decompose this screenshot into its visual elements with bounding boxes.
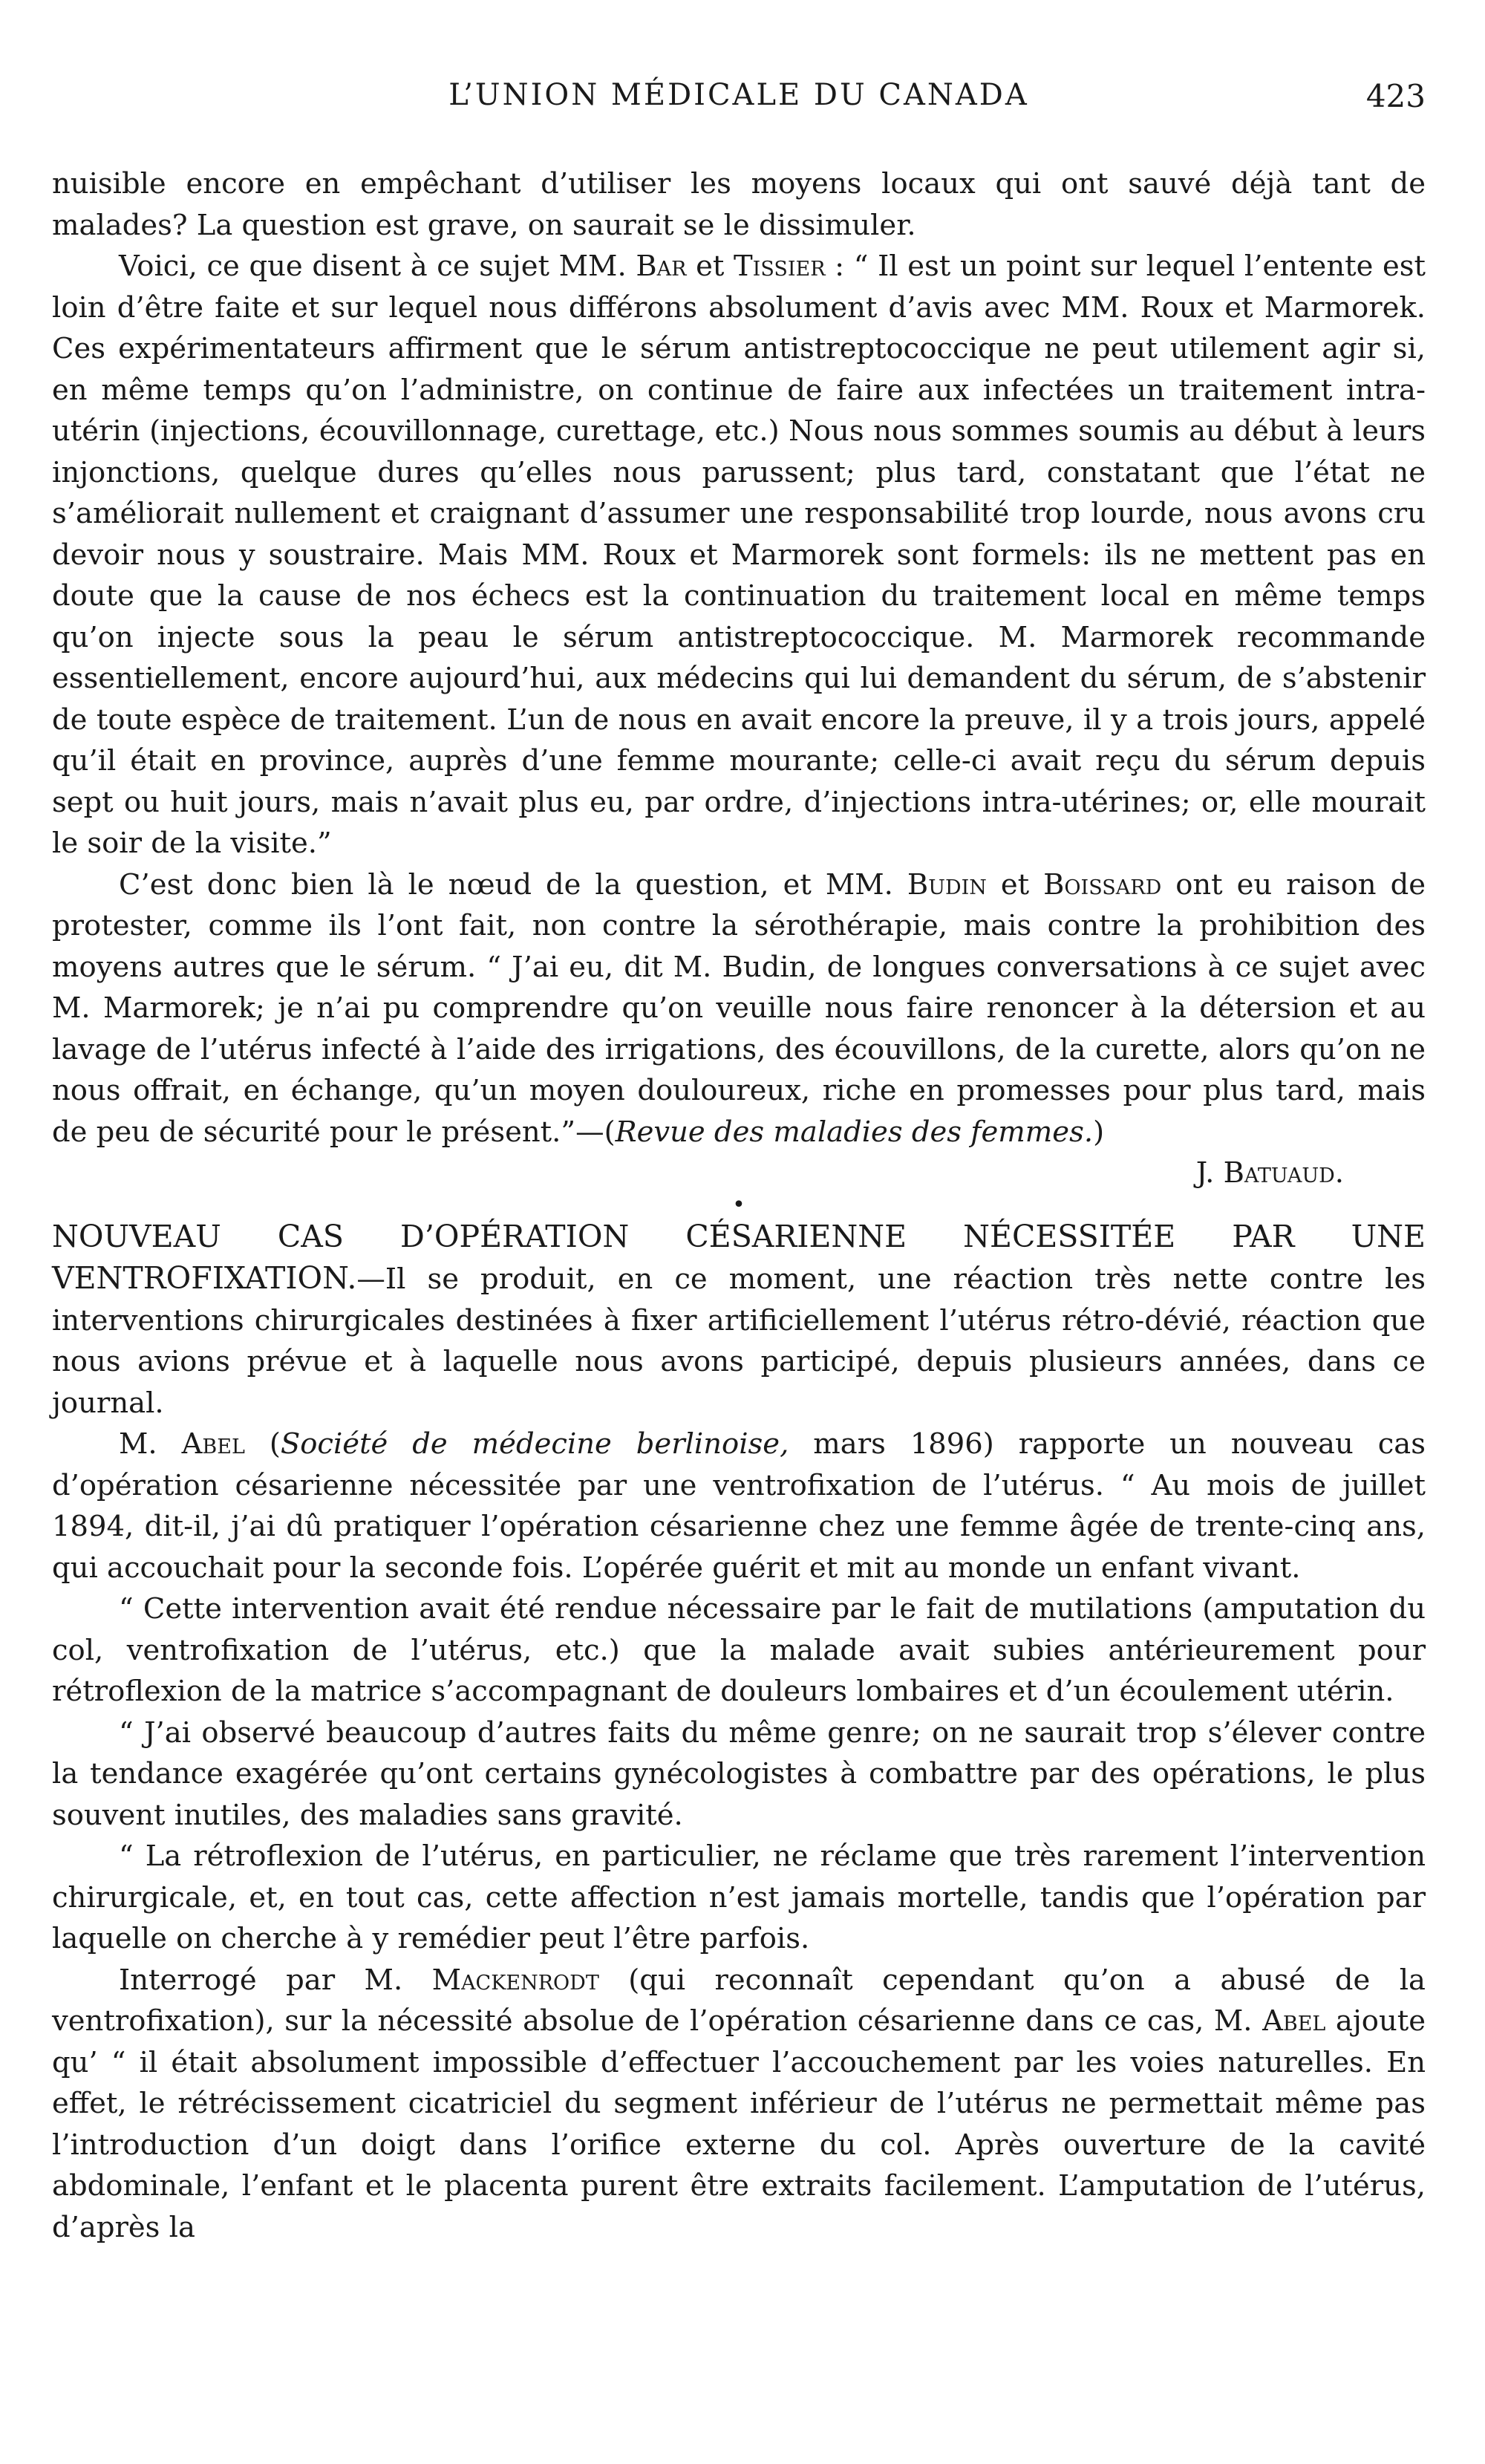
author-name: Bar [636,250,687,283]
paragraph-abel-report [52,1424,1426,1588]
paragraph-quote-retroflexion: “ La rétroflexion de l’utérus, en particulier, ne réclame que très rarement l’intervention chirurgicale, et, en tout cas, cette affection n’est jamais mortelle, tandis que l’opération par laquelle on cherche à y remédier peut l’être parfois. [52,1839,1426,1955]
paragraph-mackenrodt [52,1960,1426,2249]
source-citation: Société de médecine berlinoise, [280,1427,789,1461]
paragraph-quote-intervention: “ Cette intervention avait été rendue nécessaire par le fait de mutilations (amputation du col, ventrofixation de l’utérus, etc.) que la malade avait subies antérieurement pour rétroflexion de la matrice s’accompagnant de douleurs lombaires et d’un écoulement utérin. [52,1592,1426,1708]
text-span: C’est donc bien là le nœud de la question, et MM. [119,867,907,902]
author-name: Tissier [733,250,826,283]
author-name: Abel [181,1427,245,1461]
text-span: —Il se produit, en ce moment, une réaction très nette contre les interventions chirurgicales destinées à fixer artificiellement l’utérus rétro-dévié, réaction que nous avions prévue et à laquelle nous avons participé, depuis plusieurs années, dans ce journal. [52,1262,1426,1420]
text-span: Voici, ce que disent à ce sujet MM. [119,250,636,283]
text-span: ) [1093,1115,1105,1149]
text-span: Interrogé par M. [119,1963,432,1997]
paragraph-continuation: nuisible encore en empêchant d’utiliser les moyens locaux qui ont sauvé déjà tant de malades? La question est grave, on saurait se le dissimuler. [52,167,1426,242]
text-span: M. [119,1427,182,1461]
article-opening [52,1216,1426,1424]
paragraph-bar-tissier-quote [52,246,1426,864]
text-span: mars 1896) rapporte un nouveau cas d’opération césarienne nécessitée par une ventrofixation de l’utérus. “ Au mois de juillet 1894, dit-il, j’ai dû pratiquer l’opération césarienne chez une femme âgée de trente-cinq ans, qui accouchait pour la seconde fois. L’opérée guérit et mit au monde un enfant vivant. [52,1427,1426,1585]
text-span: et [986,867,1044,902]
author-name: Abel [1262,2004,1326,2038]
running-header [52,78,1426,130]
author-name: Budin [907,867,987,902]
section-separator: • [732,1191,745,1218]
paragraph-quote-observe: “ J’ai observé beaucoup d’autres faits du même genre; on ne saurait trop s’élever contre la tendance exagérée qu’ont certains gynécologistes à combattre par des opérations, le plus souvent inutiles, des maladies sans gravité. [52,1715,1426,1832]
text-span: : “ Il est un point sur lequel l’entente est loin d’être faite et sur lequel nous différons absolument d’avis avec MM. Roux et Marmorek. Ces expérimentateurs affirment que le sérum antistreptococcique ne peut utilement agir si, en même temps qu’on l’administre, on continue de faire aux infectées un traitement intra-utérin (injections, écouvillonnage, curettage, etc.) Nous nous sommes soumis au début à leurs injonctions, quelque dures qu’elles nous parussent; plus tard, constatant que l’état ne s’améliorait nullement et craignant d’assumer une responsabilité trop lourde, nous avons cru devoir nous y soustraire. Mais MM. Roux et Marmorek sont formels: ils ne mettent pas en doute que la cause de nos échecs est la continuation du traitement local en même temps qu’on injecte sous la peau le sérum antistreptococcique. M. Marmorek recommande essentiellement, encore aujourd’hui, aux médecins qui lui demandent du sérum, de s’abstenir de toute espèce de traitement. L’un de nous en avait encore la preuve, il y a trois jours, appelé qu’il était en province, auprès d’une femme mourante; celle-ci avait reçu du sérum depuis sept ou huit jours, mais n’avait plus eu, par ordre, d’injections intra-utérines; or, elle mourait le soir de la visite.” [52,250,1426,860]
text-span: ajoute qu’ “ il était absolument impossible d’effectuer l’accouchement par les voies naturelles. En effet, le rétrécissement cicatriciel du segment inférieur de l’utérus ne permettait même pas l’introduction d’un doigt dans l’orifice externe du col. Après ouverture de la cavité abdominale, l’enfant et le placenta purent être extraits facilement. L’amputation de l’utérus, d’après la [52,2004,1426,2244]
page-body [52,163,1426,2248]
journal-title: L’UNION MÉDICALE DU CANADA [448,78,1029,112]
text-span: ( [244,1427,281,1461]
text-span: (qui reconnaît cependant qu’on a abusé de la ventrofixation), sur la nécessité absolue de l’opération césarienne dans ce cas, M. [52,1963,1426,2038]
author-signature: J. Batuaud. [1195,1156,1344,1190]
page-number: 423 [1365,78,1426,114]
text-span: ont eu raison de protester, comme ils l’ont fait, non contre la sérothérapie, mais contre la prohibition des moyens autres que le sérum. “ J’ai eu, dit M. Budin, de longues conversations à ce sujet avec M. Marmorek; je n’ai pu comprendre qu’on veuille nous faire renoncer à la détersion et au lavage de l’utérus infecté à l’aide des irrigations, des écouvillons, de la curette, alors qu’on ne nous offrait, en échange, qu’un moyen douloureux, riche en promesses pour plus tard, mais de peu de sécurité pour le présent.”—( [52,867,1426,1149]
author-name: Boissard [1043,867,1162,902]
article-title: NOUVEAU CAS D’OPÉRATION CÉSARIENNE NÉCESSITÉE PAR UNE VENTROFIXATION. [52,1218,1426,1296]
author-name: Mackenrodt [431,1963,599,1997]
paragraph-budin-boissard [52,864,1426,1153]
text-span: et [686,250,734,283]
source-citation: Revue des maladies des femmes. [615,1115,1094,1149]
